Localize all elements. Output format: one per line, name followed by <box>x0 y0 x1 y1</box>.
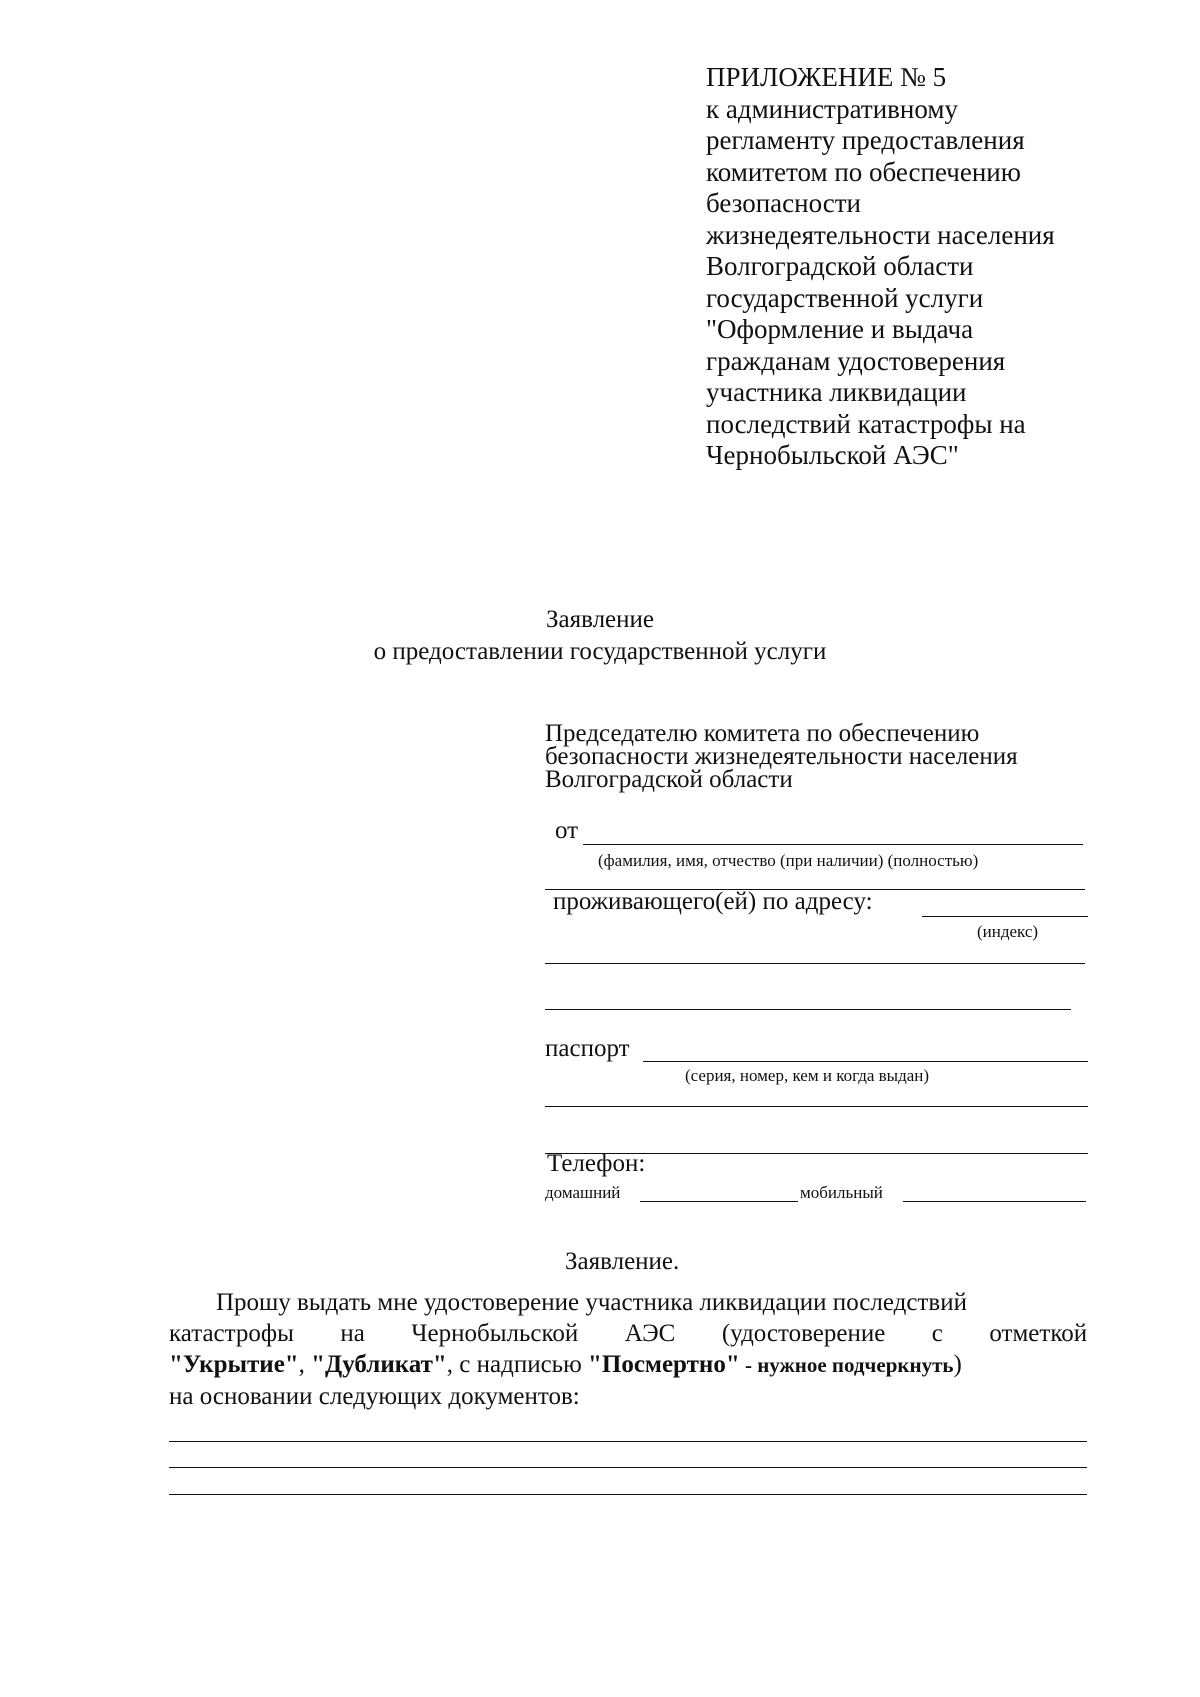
mobile-phone-field-line[interactable] <box>903 1201 1086 1202</box>
appendix-line: к административному <box>706 93 958 124</box>
statement-line-1: Прошу выдать мне удостоверение участника ликвидации последствий <box>216 1289 967 1316</box>
statement-body <box>169 1287 1087 1412</box>
word: (удостоверение <box>721 1320 886 1347</box>
mark-posmertno: "Посмертно" <box>588 1351 740 1378</box>
recipient-line: Волгоградской области <box>545 766 793 793</box>
passport-field-line-2[interactable] <box>545 1106 1088 1107</box>
name-hint: (фамилия, имя, отчество (при наличии) (полностью) <box>598 851 979 870</box>
name-field-line[interactable] <box>583 844 1083 845</box>
documents-line-3[interactable] <box>169 1494 1087 1495</box>
document-title: Заявление <box>545 606 655 633</box>
appendix-line: Волгоградской области <box>706 251 974 281</box>
appendix-line: ПРИЛОЖЕНИЕ № 5 <box>706 62 947 92</box>
word: с <box>931 1320 943 1347</box>
appendix-header <box>706 62 1126 472</box>
word: Чернобыльской <box>411 1320 579 1347</box>
recipient-line: Председателю комитета по обеспечению <box>545 720 980 747</box>
address-field-line-2[interactable] <box>545 1009 1071 1010</box>
home-phone-field-line[interactable] <box>640 1201 798 1202</box>
word: катастрофы <box>169 1320 294 1347</box>
separator: , с надписью <box>446 1351 589 1378</box>
passport-field-line[interactable] <box>643 1061 1088 1062</box>
document-subtitle: о предоставлении государственной услуги <box>373 638 827 665</box>
word: АЭС <box>624 1320 676 1347</box>
documents-line-1[interactable] <box>169 1441 1087 1442</box>
home-phone-label: домашний <box>545 1183 621 1202</box>
appendix-line: участника ликвидации <box>706 377 967 407</box>
word: на <box>340 1320 365 1347</box>
appendix-line: комитетом по обеспечению <box>706 156 1021 187</box>
recipient-block <box>545 722 1018 791</box>
appendix-line: последствий катастрофы на <box>706 408 1026 439</box>
appendix-line: безопасности <box>706 188 861 218</box>
from-label: от <box>555 817 579 844</box>
recipient-line: безопасности жизнедеятельности населения <box>545 743 1018 770</box>
mark-ukrytie: "Укрытие" <box>169 1351 299 1378</box>
appendix-line: "Оформление и выдача <box>706 314 974 344</box>
mobile-phone-label: мобильный <box>800 1183 883 1202</box>
statement-line-3 <box>169 1349 1087 1381</box>
phone-label: Телефон: <box>547 1150 646 1177</box>
mark-dublikat: "Дубликат" <box>311 1351 447 1378</box>
underline-note: - нужное подчеркнуть <box>739 1353 954 1377</box>
appendix-line: Чернобыльской АЭС" <box>706 440 959 470</box>
appendix-line: регламенту предоставления <box>706 125 1025 155</box>
address-field-line-1[interactable] <box>545 963 1085 964</box>
appendix-line: жизнедеятельности населения <box>706 219 1055 250</box>
statement-line-4: на основании следующих документов: <box>169 1383 580 1410</box>
statement-line-2 <box>169 1318 1087 1349</box>
appendix-line: государственной услуги <box>706 282 984 313</box>
documents-line-2[interactable] <box>169 1467 1087 1468</box>
address-label: проживающего(ей) по адресу: <box>553 888 873 915</box>
separator: , <box>298 1351 312 1378</box>
word: отметкой <box>989 1320 1088 1347</box>
index-field-line[interactable] <box>922 916 1088 917</box>
passport-label: паспорт <box>545 1035 630 1062</box>
close-paren: ) <box>953 1351 962 1378</box>
passport-hint: (серия, номер, кем и когда выдан) <box>685 1066 930 1085</box>
index-hint: (индекс) <box>977 922 1039 941</box>
statement-heading: Заявление. <box>565 1248 680 1275</box>
appendix-line: гражданам удостоверения <box>706 345 1006 376</box>
